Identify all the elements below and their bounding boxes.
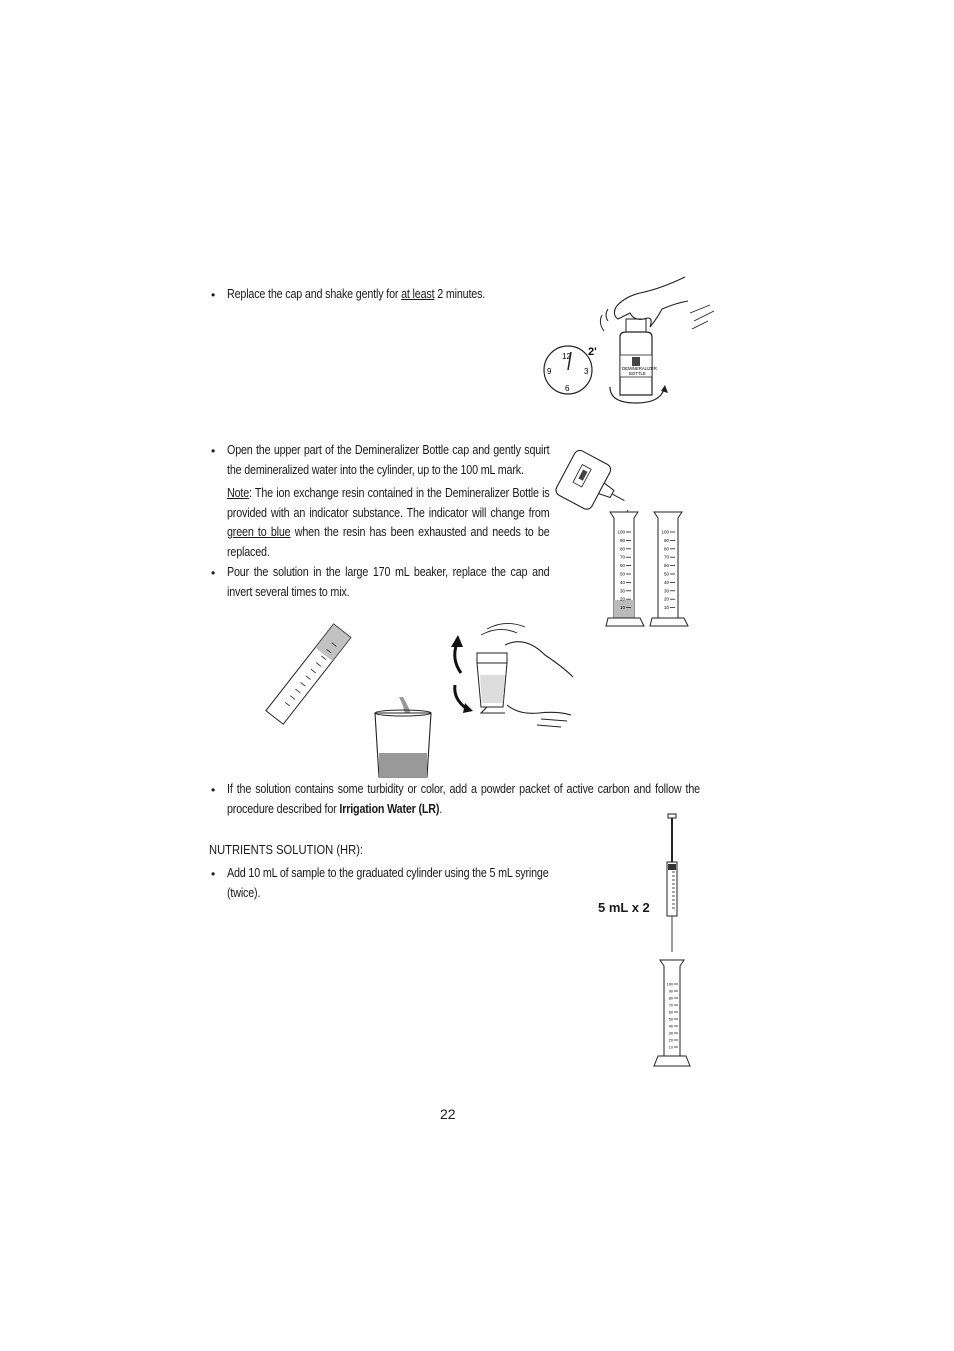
graduation-label: 100 [661,529,669,535]
beaker-icon [375,710,431,777]
graduation-label: 40 [668,1024,673,1029]
graduation-label: 20 [668,1038,673,1043]
step-text-part: . [439,801,443,816]
note-label: Note [227,486,250,500]
hand-icon [614,277,688,327]
graduated-cylinder-icon [606,512,644,626]
graduation-label: 50 [619,571,625,577]
fill-cylinder-figure [550,450,695,635]
irrigation-water-reference: Irrigation Water (LR) [339,801,440,816]
step-pour-text: Pour the solution in the large 170 mL beaker, replace the cap and invert several times to mix. [227,565,550,599]
note-paragraph [227,484,550,562]
graduation-label: 40 [663,579,669,585]
graduation-label: 30 [668,1031,673,1036]
step-squirt-text: Open the upper part of the Demineralizer Bottle cap and gently squirt the demineralized water into the cylinder, up to the 100 mL mark. [227,443,550,477]
step-text-part: Replace the cap and shake gently for [227,287,402,301]
graduation-label: 30 [619,588,625,594]
graduation-label: 70 [668,1003,673,1008]
graduation-label: 80 [663,546,669,552]
syringe-icon [667,814,677,952]
clock-icon [544,346,592,394]
pouring-cylinder-icon [266,624,351,724]
syringe-figure [650,812,695,1072]
graduation-label: 90 [668,989,673,994]
graduation-label: 30 [663,588,669,594]
graduation-label: 90 [663,537,669,543]
bottle-label-line-2: BOTTLE [629,371,646,376]
graduation-label: 70 [619,554,625,560]
graduation-label: 10 [668,1045,673,1050]
bottle-label-line-1: DEMINERALIZER [622,366,657,371]
bullet: • [211,566,216,580]
step-text-part: 2 minutes. [434,287,486,301]
time-label: 2' [588,346,597,358]
pour-and-mix-figure [305,615,580,785]
graduation-label: 100 [666,982,673,987]
note-text-part: when the resin has been exhausted and needs to be replaced. [227,525,550,559]
graduation-label: 40 [619,579,625,585]
note-text-part: : The ion exchange resin contained in the Demineralizer Bottle is provided with an indicator substance. The indicator will change from [227,486,550,520]
graduation-label: 60 [663,563,669,569]
graduation-label: 50 [663,571,669,577]
capped-beaker-icon [477,653,507,707]
graduation-label: 90 [619,537,625,543]
graduation-label: 20 [663,596,669,602]
graduation-label: 70 [663,554,669,560]
invert-arrow-icon [455,643,461,673]
clock-label-3: 3 [584,367,589,376]
clock-label-9: 9 [547,367,552,376]
graduation-label: 80 [619,546,625,552]
graduation-label: 100 [617,529,625,535]
step-text-part: If the solution contains some turbidity or color, add a powder packet of active carbon and follow the procedure described for [227,782,700,816]
graduation-label: 50 [668,1017,673,1022]
graduation-label: 60 [619,563,625,569]
bullet: • [211,867,216,881]
step-turbidity-text [227,780,700,819]
graduated-cylinder-icon [650,512,688,626]
graduation-label: 20 [619,596,625,602]
graduation-label: 80 [668,996,673,1001]
graduation-label: 10 [619,605,625,611]
page-number: 22 [440,1106,456,1122]
bullet: • [211,783,216,797]
graduation-label: 60 [668,1010,673,1015]
syringe-volume-label: 5 mL x 2 [598,900,650,915]
graduation-label: 10 [663,605,669,611]
step-syringe-text: Add 10 mL of sample to the graduated cylinder using the 5 mL syringe (twice). [227,866,549,900]
graduated-cylinder-icon [654,960,690,1066]
clock-label-12: 12 [562,352,571,361]
step-shake-text [227,285,571,305]
bullet: • [211,288,216,302]
bullet: • [211,444,216,458]
section-heading: NUTRIENTS SOLUTION (HR): [209,842,364,857]
clock-label-6: 6 [565,384,570,393]
demineralizer-bottle-icon [620,319,657,395]
underlined-emphasis: at least [401,287,435,301]
underlined-emphasis: green to blue [227,525,291,539]
shake-bottle-figure [540,275,720,410]
